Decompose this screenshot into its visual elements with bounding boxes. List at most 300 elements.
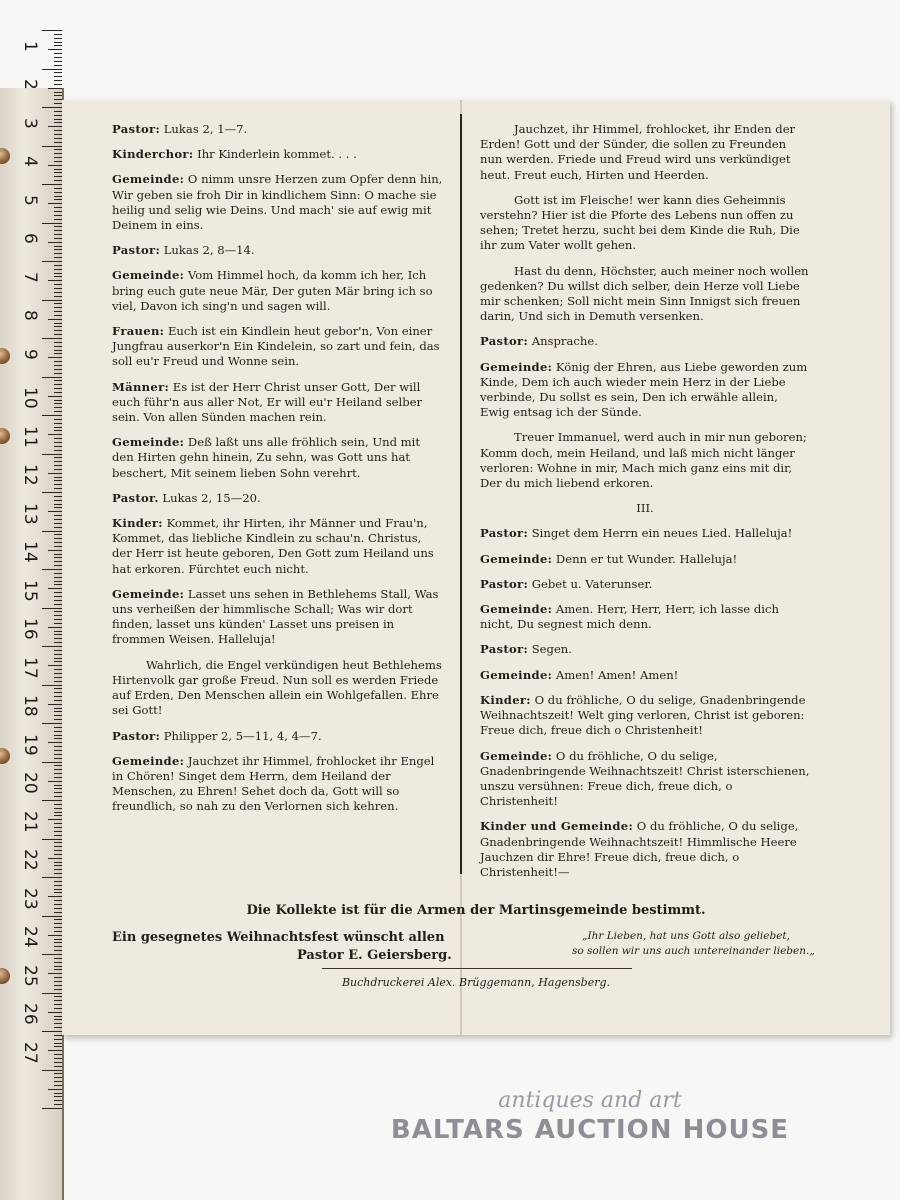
ruler-tick: [48, 88, 62, 89]
ruler-number: 15: [20, 579, 40, 602]
right-block: [480, 334, 810, 349]
right-block: [480, 668, 810, 683]
right-block: [480, 552, 810, 567]
ruler-tick: [54, 869, 62, 870]
auction-watermark: [350, 1088, 830, 1145]
ruler-tick: [54, 1085, 62, 1086]
right-block: [480, 360, 810, 421]
ruler-tick: [48, 704, 62, 705]
ruler-tick: [54, 773, 62, 774]
ruler-tick: [54, 392, 62, 393]
ruler-tick: [54, 862, 62, 863]
ruler-tick: [48, 280, 62, 281]
ruler-tick: [54, 565, 62, 566]
ruler-tick: [54, 596, 62, 597]
ruler-tick: [54, 253, 62, 254]
ruler-tick: [54, 119, 62, 120]
speaker-role: Pastor:: [480, 526, 529, 541]
ruler-number: 27: [20, 1041, 40, 1064]
right-block: [480, 577, 810, 592]
ruler-tick: [42, 107, 62, 108]
speaker-role: Gemeinde:: [480, 551, 553, 566]
verse-text: König der Ehren, aus Liebe geworden zum Kinde, Dem ich auch wieder mein Herz in der Liebe verbinde, Du sollst es sein, Den ich erwähle allein, Ewig entsag ich der Sünde.: [480, 359, 808, 420]
ruler-tick: [54, 207, 62, 208]
verse-text: Gebet u. Vaterunser.: [531, 576, 653, 591]
ruler-tick: [54, 592, 62, 593]
ruler-tick: [54, 411, 62, 412]
ruler-tick: [48, 588, 62, 589]
speaker-role: Pastor:: [480, 642, 529, 657]
ruler-tick: [42, 415, 62, 416]
right-block: [480, 501, 810, 516]
ruler-tick: [54, 180, 62, 181]
ruler-tick: [54, 542, 62, 543]
ruler-tick: [54, 700, 62, 701]
ruler-number: 21: [20, 810, 40, 833]
ruler-number: 19: [20, 733, 40, 756]
speaker-role: Pastor:: [480, 334, 529, 349]
verse-text: Lukas 2, 15—20.: [162, 490, 261, 505]
ruler-tick: [54, 446, 62, 447]
verse-text: Es ist der Herr Christ unser Gott, Der will euch führ'n aus aller Not, Er will eu'r Heiland selber sein. Von allen Sünden machen rein.: [112, 379, 423, 425]
ruler-tick: [54, 1035, 62, 1036]
ruler-tick: [54, 1100, 62, 1101]
ruler-number: 8: [20, 310, 40, 321]
ruler-tick: [48, 396, 62, 397]
left-block: [112, 380, 444, 426]
ruler-tick: [54, 246, 62, 247]
ruler-tick: [54, 962, 62, 963]
ruler-tick: [54, 927, 62, 928]
ruler-tick: [42, 1031, 62, 1032]
verse-text: Lasset uns sehen in Bethlehems Stall, Was uns verheißen der himmlische Schall; Was wir dort finden, lasset uns künden' Lasset uns preisen in frommen Weisen. Halleluja!: [112, 586, 439, 647]
ruler-tick: [54, 758, 62, 759]
ruler-number: 11: [20, 425, 40, 448]
ruler-tick: [54, 1062, 62, 1063]
ruler-tick: [54, 61, 62, 62]
right-column: [480, 112, 810, 880]
ruler-tick: [54, 827, 62, 828]
ruler-tick: [48, 49, 62, 50]
ruler-tick: [54, 631, 62, 632]
ruler-tick: [54, 661, 62, 662]
ruler-tick: [54, 600, 62, 601]
ruler-tick: [54, 346, 62, 347]
ruler-tick: [48, 165, 62, 166]
ruler-tick: [54, 681, 62, 682]
verse-text: O du fröhliche, O du selige, Gnadenbringende Weihnachtszeit! Welt ging verloren, Christ ist geboren: Freue dich, freue dich o Christenheit!: [480, 692, 806, 738]
ruler-tick: [54, 515, 62, 516]
ruler-tick: [54, 873, 62, 874]
ruler-tick: [54, 226, 62, 227]
verse-text: Kommet, ihr Hirten, ihr Männer und Frau'n, Kommet, das liebliche Kindlein zu schau'n. Christus, der Herr ist heute geboren, Den Gott zum Heiland uns hat erkoren. Fürchtet euch nicht.: [112, 516, 434, 576]
ruler-tick: [54, 76, 62, 77]
ruler-tick: [54, 804, 62, 805]
speaker-role: Pastor:: [480, 576, 529, 591]
ruler-tick: [54, 611, 62, 612]
ruler-tick: [54, 288, 62, 289]
ruler-rivet: [0, 348, 10, 364]
ruler-tick: [42, 954, 62, 955]
ruler-tick: [42, 877, 62, 878]
ruler-tick: [48, 1050, 62, 1051]
speaker-role: Pastor:: [112, 122, 161, 136]
ruler-tick: [54, 273, 62, 274]
ruler-tick: [48, 896, 62, 897]
ruler-tick: [54, 161, 62, 162]
greeting-line-2: Pastor E. Geiersberg.: [297, 948, 452, 963]
ruler-tick: [54, 353, 62, 354]
ruler-number: 12: [20, 464, 40, 486]
ruler-tick: [42, 69, 62, 70]
ruler-tick: [54, 523, 62, 524]
ruler-tick: [54, 946, 62, 947]
ruler-tick: [54, 215, 62, 216]
ruler-tick: [54, 34, 62, 35]
verse-text: Ansprache.: [531, 334, 598, 349]
ruler-tick: [54, 192, 62, 193]
left-block: [112, 587, 444, 648]
speaker-role: Gemeinde:: [480, 667, 553, 682]
ruler-number: 7: [20, 271, 40, 283]
ruler-tick: [54, 45, 62, 46]
ruler-tick: [54, 650, 62, 651]
ruler-tick: [48, 511, 62, 512]
ruler-tick: [54, 111, 62, 112]
ruler-tick: [54, 577, 62, 578]
ruler-tick: [54, 403, 62, 404]
ruler-tick: [42, 377, 62, 378]
ruler-tick: [54, 350, 62, 351]
ruler-tick: [54, 477, 62, 478]
speaker-role: Kinder:: [480, 692, 531, 707]
ruler-tick: [54, 669, 62, 670]
ruler-tick: [54, 99, 62, 100]
ruler-tick: [54, 615, 62, 616]
ruler-tick: [54, 504, 62, 505]
ruler-tick: [54, 696, 62, 697]
ruler-tick: [54, 792, 62, 793]
ruler-tick: [54, 854, 62, 855]
ruler-tick: [42, 338, 62, 339]
ruler-tick: [54, 519, 62, 520]
ruler-number: 2: [20, 79, 40, 90]
ruler-tick: [54, 977, 62, 978]
ruler-tick: [54, 989, 62, 990]
ruler-tick: [54, 788, 62, 789]
ruler-tick: [54, 573, 62, 574]
ruler-tick: [54, 488, 62, 489]
ruler-tick: [42, 531, 62, 532]
ruler-tick: [54, 134, 62, 135]
ruler-tick: [48, 973, 62, 974]
ruler-tick: [54, 654, 62, 655]
ruler-tick: [54, 912, 62, 913]
ruler-tick: [54, 688, 62, 689]
ruler-tick: [48, 665, 62, 666]
ruler-tick: [54, 623, 62, 624]
ruler-tick: [54, 42, 62, 43]
ruler-tick: [48, 473, 62, 474]
ruler-tick: [54, 307, 62, 308]
watermark-brand: BALTARS AUCTION HOUSE: [390, 1115, 790, 1145]
ruler-tick: [54, 38, 62, 39]
ruler-tick: [54, 423, 62, 424]
ruler-tick: [54, 380, 62, 381]
ruler-tick: [54, 939, 62, 940]
ruler-number: 6: [20, 233, 40, 244]
ruler-tick: [54, 1039, 62, 1040]
bible-quote-line-2: so sollen wir uns auch untereinander lieben.„: [572, 945, 815, 957]
ruler-tick: [54, 103, 62, 104]
left-block: [112, 243, 444, 258]
verse-text: Ihr Kinderlein kommet. . . .: [197, 147, 357, 162]
right-block: [480, 264, 810, 325]
speaker-role: Kinderchor:: [112, 147, 194, 162]
ruler-tick: [54, 142, 62, 143]
right-block: [480, 526, 810, 541]
ruler-tick: [42, 608, 62, 609]
ruler-tick: [54, 323, 62, 324]
verse-text: Jauchzet ihr Himmel, frohlocket ihr Engel in Chören! Singet dem Herrn, dem Heiland der Menschen, zu Ehren! Sehet doch da, Gott will so freundlich, so nah zu den Verlornen sich kehren.: [112, 753, 435, 814]
ruler-tick: [54, 1081, 62, 1082]
ruler-tick: [54, 715, 62, 716]
ruler-number: 14: [20, 541, 40, 563]
speaker-role: Männer:: [112, 379, 170, 394]
ruler-tick: [42, 1070, 62, 1071]
ruler-tick: [54, 457, 62, 458]
ruler-number: 16: [20, 618, 40, 640]
ruler-number: 10: [20, 387, 40, 409]
ruler-tick: [54, 754, 62, 755]
ruler-tick: [54, 561, 62, 562]
speaker-role: Pastor:: [112, 243, 161, 258]
ruler-tick: [54, 831, 62, 832]
ruler-tick: [54, 1058, 62, 1059]
ruler-tick: [54, 257, 62, 258]
ruler-tick: [54, 500, 62, 501]
ruler-tick: [54, 365, 62, 366]
ruler-number: 17: [20, 656, 40, 679]
ruler-tick: [54, 969, 62, 970]
ruler-tick: [42, 1108, 62, 1109]
speaker-role: Gemeinde:: [112, 435, 185, 450]
ruler-tick: [54, 842, 62, 843]
speaker-role: Gemeinde:: [112, 172, 185, 187]
ruler-tick: [54, 284, 62, 285]
ruler-tick: [54, 292, 62, 293]
speaker-role: Gemeinde:: [112, 753, 185, 768]
ruler-tick: [54, 538, 62, 539]
ruler-tick: [54, 796, 62, 797]
ruler-tick: [54, 276, 62, 277]
ruler-tick: [54, 823, 62, 824]
ruler-tick: [54, 57, 62, 58]
left-block: [112, 754, 444, 815]
ruler-tick: [48, 858, 62, 859]
ruler-tick: [54, 507, 62, 508]
ruler-tick: [54, 334, 62, 335]
right-block: [480, 193, 810, 254]
left-block: [112, 435, 444, 481]
ruler-tick: [54, 1027, 62, 1028]
speaker-role: Pastor:: [112, 728, 161, 743]
ruler-tick: [54, 196, 62, 197]
ruler-tick: [54, 465, 62, 466]
greeting-line-1: Ein gesegnetes Weihnachtsfest wünscht allen: [112, 930, 445, 945]
ruler-tick: [54, 881, 62, 882]
ruler-tick: [42, 300, 62, 301]
collection-note: Die Kollekte ist für die Armen der Martinsgemeinde bestimmt.: [246, 903, 706, 918]
ruler-number: 9: [20, 348, 40, 360]
speaker-role: Gemeinde:: [480, 359, 553, 374]
ruler-tick: [54, 122, 62, 123]
ruler-tick: [54, 900, 62, 901]
ruler-tick: [54, 966, 62, 967]
ruler-tick: [54, 765, 62, 766]
ruler-tick: [54, 427, 62, 428]
ruler-tick: [42, 30, 62, 31]
ruler-tick: [54, 219, 62, 220]
verse-text: Gott ist im Fleische! wer kann dies Geheimnis verstehn? Hier ist die Pforte des Lebens nun offen zu sehen; Tretet herzu, sucht bei dem Kinde die Ruh, Die ihr zum Vater wollt gehen.: [480, 192, 800, 253]
ruler-number: 23: [20, 887, 40, 910]
ruler-number: 18: [20, 695, 40, 717]
ruler-tick: [54, 711, 62, 712]
ruler-tick: [54, 638, 62, 639]
verse-text: Denn er tut Wunder. Halleluja!: [555, 551, 738, 566]
ruler-tick: [54, 311, 62, 312]
ruler-number: 3: [20, 117, 40, 129]
ruler-tick: [54, 931, 62, 932]
right-block: [480, 749, 810, 810]
speaker-role: Gemeinde:: [480, 602, 553, 617]
ruler-tick: [48, 434, 62, 435]
ruler-tick: [54, 604, 62, 605]
ruler-tick: [42, 646, 62, 647]
ruler-tick: [42, 762, 62, 763]
speaker-role: Kinder:: [112, 516, 163, 531]
ruler-number: 5: [20, 194, 40, 206]
ruler-tick: [48, 1089, 62, 1090]
ruler-tick: [54, 480, 62, 481]
ruler-tick: [54, 692, 62, 693]
verse-text: O du fröhliche, O du selige, Gnadenbringende Weihnachtszeit! Christ isterschienen, unszu versühnen: Freue dich, freue dich, o Christenheit!: [480, 748, 810, 809]
ruler-tick: [54, 234, 62, 235]
left-column: [112, 112, 444, 815]
ruler-tick: [54, 138, 62, 139]
ruler-tick: [54, 442, 62, 443]
right-block: [480, 602, 810, 632]
right-block: [480, 430, 810, 491]
ruler-number: 22: [20, 849, 40, 871]
ruler-tick: [48, 627, 62, 628]
right-block: [480, 819, 810, 880]
ruler-tick: [54, 296, 62, 297]
ruler-tick: [54, 534, 62, 535]
verse-text: Hast du denn, Höchster, auch meiner noch wollen gedenken? Du willst dich selber, dein Herze voll Liebe mir schenken; Soll nicht mein Sinn Innigst sich freuen darin, Und sich in Demuth versenken.: [480, 263, 809, 324]
ruler-tick: [54, 419, 62, 420]
ruler-tick: [54, 303, 62, 304]
left-block: [112, 122, 444, 137]
speaker-role: Gemeinde:: [112, 268, 185, 283]
ruler-rivet: [0, 148, 10, 164]
ruler-tick: [54, 1096, 62, 1097]
speaker-role: Frauen:: [112, 324, 165, 339]
verse-text: Lukas 2, 8—14.: [163, 243, 255, 258]
ruler-tick: [54, 727, 62, 728]
ruler-tick: [54, 269, 62, 270]
verse-text: O du fröhliche, O du selige, Gnadenbringende Weihnachtszeit! Himmlische Heere Jauchzen dir Ehre! Freue dich, freue dich, o Christenheit!—: [480, 819, 799, 879]
verse-text: Amen! Amen! Amen!: [555, 667, 679, 682]
printed-program-sheet: [62, 100, 890, 1035]
ruler-tick: [48, 550, 62, 551]
ruler-tick: [54, 942, 62, 943]
ruler-tick: [54, 1046, 62, 1047]
ruler-tick: [54, 326, 62, 327]
ruler-tick: [42, 916, 62, 917]
left-block: [112, 324, 444, 370]
left-block: [112, 729, 444, 744]
ruler-tick: [54, 731, 62, 732]
bible-quote-line-1: „Ihr Lieben, hat uns Gott also geliebet,: [582, 930, 790, 942]
ruler-tick: [54, 738, 62, 739]
ruler-tick: [54, 172, 62, 173]
speaker-role: Pastor.: [112, 490, 159, 505]
ruler-number: 26: [20, 1003, 40, 1025]
verse-text: Amen. Herr, Herr, Herr, ich lasse dich nicht, Du segnest mich denn.: [480, 602, 779, 632]
ruler-tick: [54, 950, 62, 951]
ruler-tick: [54, 812, 62, 813]
ruler-tick: [54, 430, 62, 431]
ruler-tick: [54, 835, 62, 836]
ruler-tick: [54, 230, 62, 231]
ruler-tick: [42, 993, 62, 994]
ruler-tick: [54, 634, 62, 635]
ruler-tick: [54, 708, 62, 709]
ruler-tick: [54, 211, 62, 212]
ruler-tick: [54, 469, 62, 470]
ruler-tick: [54, 769, 62, 770]
ruler-tick: [54, 199, 62, 200]
ruler-tick: [54, 407, 62, 408]
ruler-tick: [54, 95, 62, 96]
ruler-tick: [54, 1019, 62, 1020]
ruler-tick: [54, 342, 62, 343]
ruler-tick: [54, 889, 62, 890]
verse-text: Singet dem Herrn ein neues Lied. Halleluja!: [531, 526, 793, 541]
verse-text: Philipper 2, 5—11, 4, 4—7.: [163, 728, 322, 743]
verse-text: Jauchzet, ihr Himmel, frohlocket, ihr Enden der Erden! Gott und der Sünder, die sollen zu Freunden nun werden. Friede und Freud wird uns verkündiget heut. Freut euch, Hirten und Heerden.: [480, 122, 796, 182]
left-block: [112, 658, 444, 719]
ruler-tick: [54, 176, 62, 177]
watermark-tagline: antiques and art: [498, 1088, 682, 1113]
ruler-rivet: [0, 968, 10, 984]
ruler-tick: [48, 242, 62, 243]
ruler-tick: [54, 249, 62, 250]
ruler-tick: [54, 904, 62, 905]
speaker-role: Gemeinde:: [112, 586, 185, 601]
ruler-tick: [54, 746, 62, 747]
verse-text: O nimm unsre Herzen zum Opfer denn hin, Wir geben sie froh Dir in kindlichem Sinn: O mache sie heilig und selig wie Deins. Und mach' sie auf ewig mit Deinem in eins.: [112, 172, 443, 233]
ruler-tick: [48, 935, 62, 936]
ruler-tick: [42, 223, 62, 224]
ruler-tick: [54, 361, 62, 362]
ruler-tick: [54, 315, 62, 316]
ruler-tick: [54, 846, 62, 847]
ruler-tick: [42, 685, 62, 686]
ruler-tick: [54, 850, 62, 851]
ruler-tick: [54, 584, 62, 585]
